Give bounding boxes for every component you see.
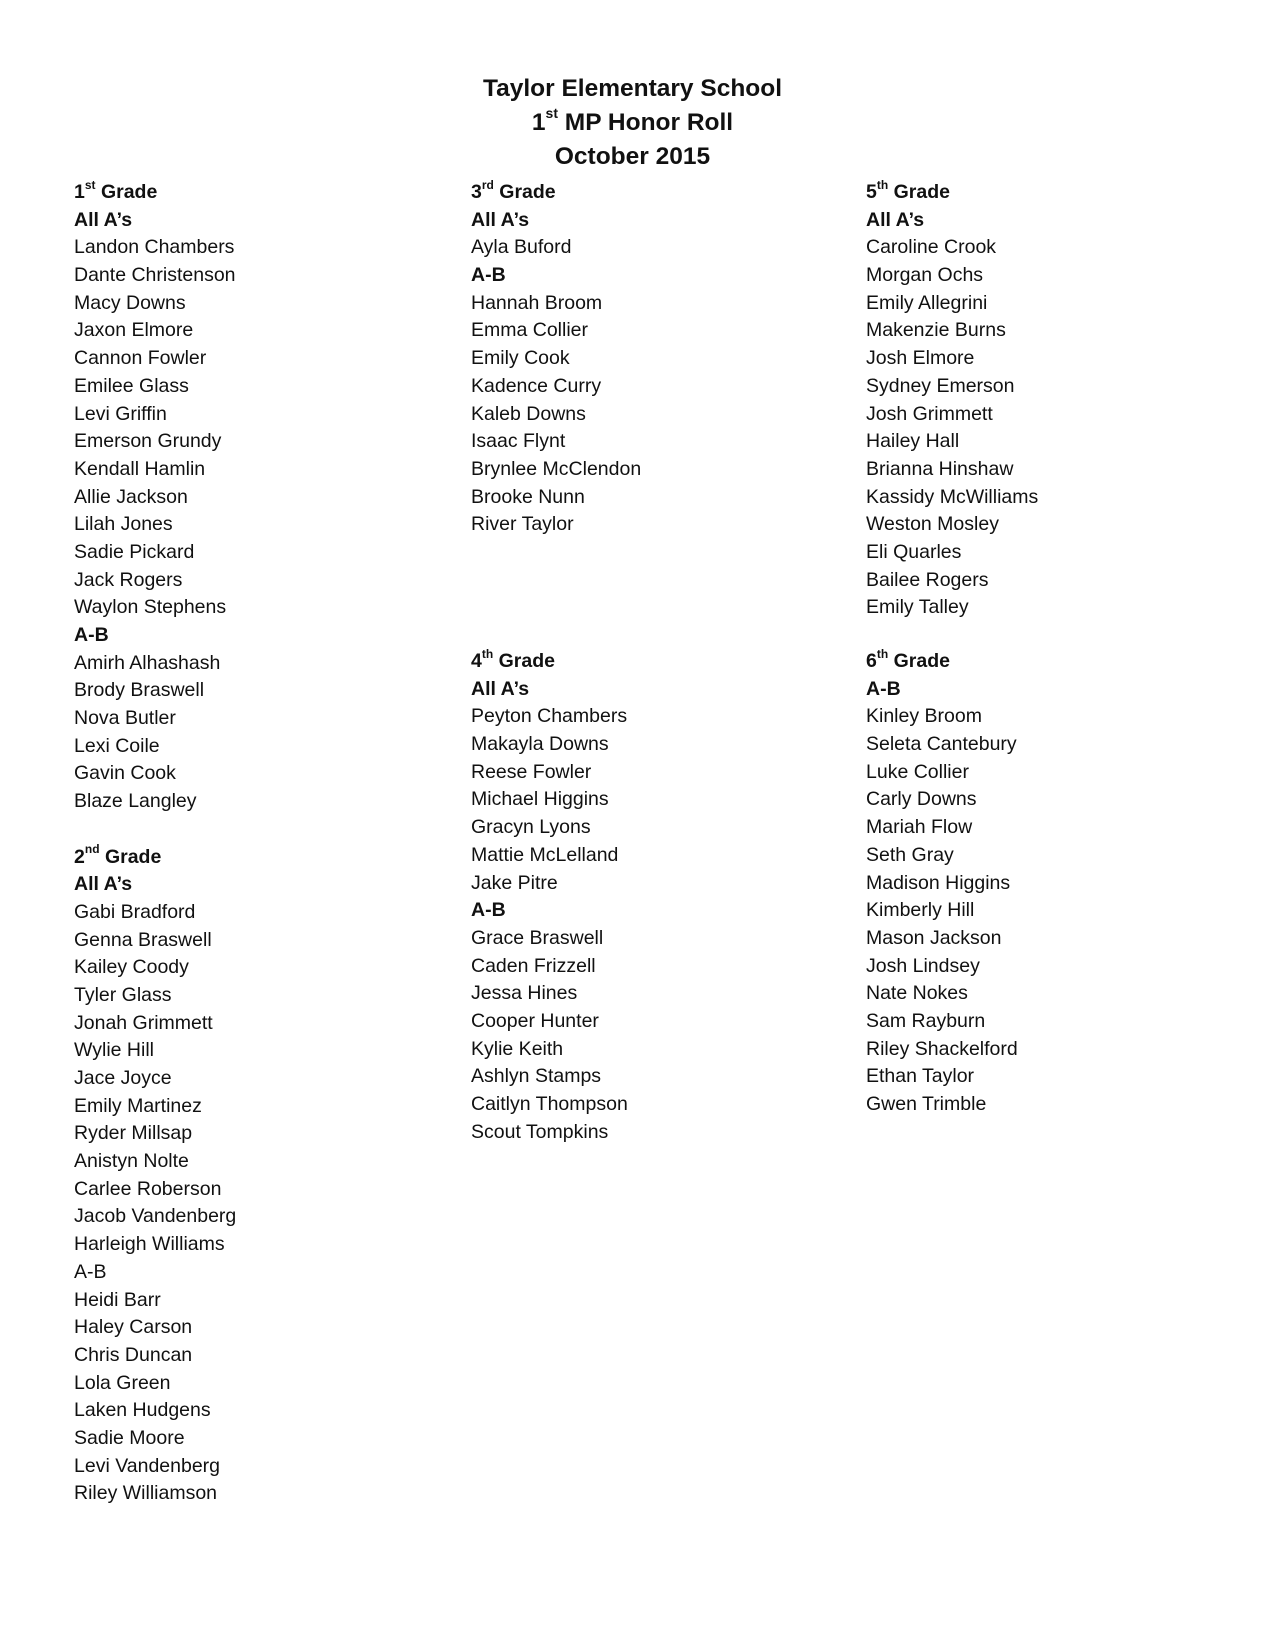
- student-name: Levi Griffin: [74, 402, 167, 425]
- student-name: Chris Duncan: [74, 1343, 193, 1366]
- grade-number: 2: [74, 845, 85, 868]
- name-list: [471, 925, 628, 1147]
- group-label-a-b: A-B: [866, 677, 901, 700]
- name-list: [471, 703, 628, 897]
- student-name: Gracyn Lyons: [471, 816, 591, 839]
- grade-suffix: th: [876, 646, 889, 661]
- name-list: [471, 290, 641, 539]
- group-label-a-b: A-B: [74, 1260, 107, 1283]
- honor-roll-title: [0, 106, 1265, 140]
- student-name: Lexi Coile: [74, 734, 160, 757]
- student-name: Seleta Cantebury: [866, 733, 1017, 756]
- student-name: Emerson Grundy: [74, 430, 222, 453]
- student-name: Brooke Nunn: [471, 485, 585, 508]
- student-name: Jaxon Elmore: [74, 319, 194, 342]
- student-name: Gabi Bradford: [74, 900, 196, 923]
- student-name: Lola Green: [74, 1371, 171, 1394]
- student-name: Kassidy McWilliams: [866, 485, 1039, 508]
- grade-word: Grade: [888, 181, 950, 203]
- column-middle-top: [471, 179, 641, 539]
- student-name: Jacob Vandenberg: [74, 1205, 237, 1228]
- group-label-all-as: All A’s: [74, 208, 133, 231]
- student-name: Lilah Jones: [74, 513, 173, 536]
- student-name: Mattie McLelland: [471, 843, 619, 866]
- student-name: Mason Jackson: [866, 926, 1002, 949]
- student-name: Gwen Trimble: [866, 1093, 987, 1115]
- mp-suffix: st: [545, 104, 558, 121]
- student-name: Makayla Downs: [471, 733, 609, 756]
- name-list: [866, 703, 1018, 1118]
- student-name: Caroline Crook: [866, 236, 997, 259]
- student-name: Anistyn Nolte: [74, 1150, 189, 1173]
- student-name: Ethan Taylor: [866, 1065, 975, 1088]
- group-label-all-as: All A’s: [74, 873, 133, 896]
- student-name: Allie Jackson: [74, 485, 188, 508]
- student-name: Emilee Glass: [74, 374, 189, 397]
- student-name: Josh Lindsey: [866, 954, 980, 977]
- student-name: Wylie Hill: [74, 1039, 154, 1062]
- student-name: Emily Cook: [471, 347, 570, 370]
- group-label-all-as: All A’s: [866, 208, 925, 231]
- report-date: October 2015: [554, 143, 711, 170]
- student-name: Reese Fowler: [471, 760, 592, 783]
- student-name: Josh Elmore: [866, 347, 975, 370]
- student-name: Amirh Alhashash: [74, 651, 221, 674]
- student-name: Harleigh Williams: [74, 1233, 225, 1256]
- student-name: Nate Nokes: [866, 982, 968, 1005]
- student-name: Dante Christenson: [74, 264, 236, 287]
- student-name: Ryder Millsap: [74, 1122, 193, 1145]
- student-name: Carlee Roberson: [74, 1177, 222, 1200]
- student-name: Kaleb Downs: [471, 402, 586, 425]
- student-name: Waylon Stephens: [74, 596, 227, 619]
- student-name: Blaze Langley: [74, 790, 197, 813]
- student-name: Kadence Curry: [471, 374, 602, 397]
- grade-6-title: [866, 648, 1018, 676]
- name-list: [74, 650, 236, 816]
- student-name: Luke Collier: [866, 760, 969, 783]
- student-name: Emily Martinez: [74, 1094, 202, 1117]
- student-name: River Taylor: [471, 513, 574, 536]
- student-name: Gavin Cook: [74, 762, 176, 785]
- student-name: Jonah Grimmett: [74, 1011, 213, 1034]
- student-name: Sadie Pickard: [74, 540, 195, 563]
- student-name: Caden Frizzell: [471, 954, 596, 977]
- student-name: Brianna Hinshaw: [866, 457, 1014, 480]
- student-name: Emma Collier: [471, 319, 589, 342]
- group-label-all-as: All A’s: [471, 677, 530, 700]
- student-name: Brynlee McClendon: [471, 457, 642, 480]
- student-name: Haley Carson: [74, 1316, 193, 1339]
- grade-word: Grade: [493, 181, 556, 203]
- student-name: Bailee Rogers: [866, 568, 989, 591]
- name-list: [74, 899, 236, 1259]
- student-name: Jack Rogers: [74, 568, 183, 591]
- group-label-a-b: A-B: [471, 899, 506, 922]
- grade-word: Grade: [99, 845, 162, 868]
- student-name: Weston Mosley: [866, 513, 999, 536]
- student-name: Caitlyn Thompson: [471, 1093, 628, 1115]
- grade-number: 5: [866, 181, 877, 203]
- mp-number: 1: [531, 109, 546, 136]
- student-name: Grace Braswell: [471, 926, 604, 949]
- grade-number: 4: [471, 650, 482, 672]
- column-right-top: [866, 179, 1038, 622]
- student-name: Madison Higgins: [866, 871, 1011, 894]
- section-gap: [74, 816, 236, 844]
- grade-suffix: st: [84, 177, 96, 192]
- student-name: Heidi Barr: [74, 1288, 161, 1311]
- student-name: Jake Pitre: [471, 871, 558, 894]
- student-name: Genna Braswell: [74, 928, 212, 951]
- student-name: Isaac Flynt: [471, 430, 566, 453]
- grade-word: Grade: [493, 650, 555, 672]
- grade-number: 1: [74, 181, 85, 203]
- student-name: Josh Grimmett: [866, 402, 993, 425]
- document-header: [0, 72, 1265, 174]
- student-name: Peyton Chambers: [471, 705, 628, 728]
- name-list: [74, 234, 236, 622]
- grade-suffix: th: [481, 646, 494, 661]
- student-name: Eli Quarles: [866, 540, 962, 563]
- student-name: Scout Tompkins: [471, 1120, 609, 1143]
- student-name: Kailey Coody: [74, 956, 189, 979]
- column-left: [74, 179, 236, 1508]
- student-name: Cannon Fowler: [74, 347, 207, 370]
- student-name: Kylie Keith: [471, 1037, 564, 1060]
- student-name: Emily Talley: [866, 596, 969, 619]
- student-name: Ashlyn Stamps: [471, 1065, 602, 1088]
- group-label-all-as: All A’s: [471, 208, 530, 231]
- student-name: Sadie Moore: [74, 1426, 185, 1449]
- group-label-a-b: A-B: [74, 624, 109, 646]
- grade-3-title: [471, 179, 641, 207]
- student-name: Nova Butler: [74, 707, 176, 730]
- grade-1-title: [74, 179, 236, 207]
- name-list: [866, 234, 1038, 622]
- student-name: Kendall Hamlin: [74, 457, 206, 480]
- name-list: [471, 234, 641, 262]
- student-name: Kimberly Hill: [866, 899, 975, 922]
- student-name: Brody Braswell: [74, 679, 205, 702]
- group-label-a-b: A-B: [471, 264, 506, 287]
- student-name: Ayla Buford: [471, 236, 572, 259]
- student-name: Seth Gray: [866, 843, 954, 866]
- student-name: Morgan Ochs: [866, 264, 984, 287]
- grade-number: 3: [471, 181, 482, 203]
- student-name: Sam Rayburn: [866, 1009, 986, 1032]
- student-name: Landon Chambers: [74, 236, 235, 259]
- student-name: Riley Williamson: [74, 1482, 218, 1505]
- student-name: Tyler Glass: [74, 983, 172, 1006]
- student-name: Jessa Hines: [471, 982, 578, 1005]
- student-name: Makenzie Burns: [866, 319, 1006, 342]
- grade-suffix: rd: [481, 177, 494, 192]
- grade-word: Grade: [95, 181, 158, 203]
- mp-rest: MP Honor Roll: [557, 109, 734, 136]
- student-name: Mariah Flow: [866, 816, 973, 839]
- grade-suffix: th: [876, 177, 889, 192]
- student-name: Riley Shackelford: [866, 1037, 1018, 1060]
- column-middle-bottom: [471, 648, 628, 1146]
- student-name: Hailey Hall: [866, 430, 960, 453]
- student-name: Jace Joyce: [74, 1067, 172, 1089]
- student-name: Laken Hudgens: [74, 1399, 211, 1422]
- student-name: Emily Allegrini: [866, 291, 988, 314]
- column-right-bottom: [866, 648, 1018, 1119]
- student-name: Hannah Broom: [471, 291, 603, 314]
- student-name: Kinley Broom: [866, 705, 982, 728]
- student-name: Carly Downs: [866, 788, 977, 811]
- student-name: Michael Higgins: [471, 788, 609, 811]
- student-name: Macy Downs: [74, 291, 186, 314]
- grade-number: 6: [866, 650, 877, 672]
- school-name: Taylor Elementary School: [482, 75, 783, 102]
- grade-suffix: nd: [84, 842, 100, 856]
- student-name: Sydney Emerson: [866, 374, 1015, 397]
- grade-5-title: [866, 179, 1038, 207]
- student-name: Levi Vandenberg: [74, 1454, 221, 1477]
- grade-4-title: [471, 648, 628, 676]
- grade-word: Grade: [888, 650, 950, 672]
- name-list: [74, 1287, 236, 1509]
- student-name: Cooper Hunter: [471, 1009, 599, 1032]
- grade-2-title: [74, 844, 236, 872]
